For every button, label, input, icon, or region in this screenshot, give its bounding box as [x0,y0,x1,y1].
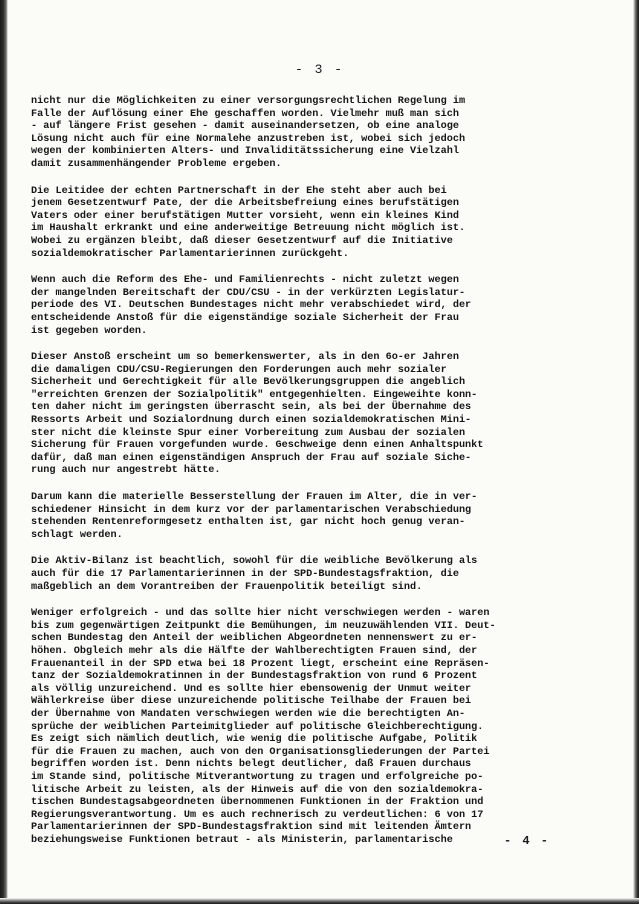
text-line: tanz der Sozialdemokratinnen in der Bundestagsfraktion von rund 6 Prozent [31,671,478,683]
paragraph-2 [31,186,577,262]
text-line: der mangelnden Bereitschaft der CDU/CSU - in der verkürzten Legislatur- [31,287,466,299]
text-line: schen Bundestag den Anteil der weiblichen Abgeordneten nennenswert zu er- [31,633,478,645]
text-line: Falle der Auflösung einer Ehe geschaffen worden. Vielmehr muß man sich [31,108,459,120]
next-page-indicator: - 4 - [504,834,551,848]
text-line: Lösung nicht auch für eine Normalehe anzustreben ist, wobei sich jedoch [31,133,466,145]
text-line: ist gegeben worden. [31,325,148,337]
text-line: - auf längere Frist gesehen - damit auseinandersetzen, ob eine analoge [31,121,459,133]
text-line: bis zum gegenwärtigen Zeitpunkt die Bemühungen, im neuzuwählenden VII. Deut- [31,620,496,632]
text-line: entscheidende Anstoß für die eigenständige soziale Sicherheit der Frau [31,312,459,324]
text-line: höhen. Obgleich mehr als die Hälfte der Wahlberechtigten Frauen sind, der [31,645,478,657]
text-line: im Haushalt erkrankt und eine anderweitige Betreuung nicht möglich ist. [31,223,466,235]
paragraph-7 [31,608,577,847]
text-line: Regierungsverantwortung. Um es auch rechnerisch zu verdeutlichen: 6 von 17 [31,809,484,821]
text-line: schiedener Hinsicht in dem kurz vor der parlamentarischen Verabschiedung [31,504,472,516]
text-line: Vaters oder einer berufstätigen Mutter vorsieht, wenn ein kleines Kind [31,210,459,222]
text-line: ten daher nicht im geringsten überrascht sein, als bei der Übernahme des [31,402,472,414]
text-line: Die Leitidee der echten Partnerschaft in der Ehe steht aber auch bei [31,185,447,197]
text-line: litische Arbeit zu leisten, als der Hinweis auf die von den sozialdemokra- [31,784,484,796]
text-line: Weniger erfolgreich - und das sollte hier nicht verschwiegen werden - waren [31,608,490,620]
text-line: damit zusammenhängender Probleme ergeben. [31,158,282,170]
text-line: die damaligen CDU/CSU-Regierungen den Forderungen auch mehr sozialer [31,364,447,376]
text-line: dafür, daß man einen eigenständigen Anspruch der Frau auf soziale Siche- [31,452,472,464]
text-line: maßgeblich an dem Vorantreiben der Frauenpolitik beteiligt sind. [31,581,423,593]
document-body [31,96,577,847]
text-line: begriffen worden ist. Denn nichts belegt deutlicher, daß Frauen durchaus [31,759,472,771]
text-line: der Übernahme von Mandaten verschwiegen werden wie die berechtigten An- [31,708,466,720]
text-line: Sicherung für Frauen vorgefunden wurde. Geschweige denn einen Anhaltspunkt [31,440,484,452]
text-line: tischen Bundestagsabgeordneten übernommenen Funktionen in der Fraktion und [31,797,484,809]
text-line: als völlig unzureichend. Und es sollte hier ebensowenig der Unmut weiter [31,683,472,695]
text-line: jenem Gesetzentwurf Pate, der die Arbeitsbefreiung eines berufstätigen [31,198,459,210]
text-line: rung auch nur angestrebt hätte. [31,465,221,477]
text-line: sprüche der weiblichen Parteimitglieder auf politische Gleichberechtigung. [31,721,484,733]
text-line: Es zeigt sich nämlich deutlich, wie wenig die politische Aufgabe, Politik [31,734,478,746]
text-line: Die Aktiv-Bilanz ist beachtlich, sowohl für die weibliche Bevölkerung als [31,556,478,568]
text-line: ster nicht die kleinste Spur einer Vorbereitung zum Ausbau der sozialen [31,427,466,439]
text-line: Parlamentarierinnen der SPD-Bundestagsfraktion sind mit leitenden Ämtern [31,822,472,834]
text-line: Wählerkreise über diese unzureichende politische Teilhabe der Frauen bei [31,696,472,708]
text-line: wegen der kombinierten Alters- und Invaliditätssicherung eine Vielzahl [31,146,459,158]
text-line: Dieser Anstoß erscheint um so bemerkenswerter, als in den 6o-er Jahren [31,352,459,364]
text-line: Ressorts Arbeit und Sozialordnung durch einen sozialdemokratischen Mini- [31,415,472,427]
text-line: beziehungsweise Funktionen betraut - als Ministerin, parlamentarische [31,834,453,846]
paragraph-1 [31,96,577,172]
scan-edge-bottom [0,898,639,904]
scan-edge-right [633,0,639,904]
text-line: für die Frauen zu machen, auch von den Organisationsgliederungen der Partei [31,746,490,758]
text-line: periode des VI. Deutschen Bundestages nicht mehr verabschiedet wird, der [31,300,472,312]
text-line: schlagt werden. [31,529,123,541]
text-line: Frauenanteil in der SPD etwa bei 18 Prozent liegt, erscheint eine Repräsen- [31,658,490,670]
text-line: Darum kann die materielle Besserstellung der Frauen im Alter, die in ver- [31,492,478,504]
paragraph-3 [31,275,577,338]
scan-edge-left [0,0,8,904]
text-line: Wobei zu ergänzen bleibt, daß dieser Gesetzentwurf auf die Initiative [31,235,453,247]
text-line: "erreichten Grenzen der Sozialpolitik" entgegenhielten. Eingeweihte konn- [31,389,478,401]
text-line: Wenn auch die Reform des Ehe- und Familienrechts - nicht zuletzt wegen [31,275,459,287]
text-line: nicht nur die Möglichkeiten zu einer versorgungsrechtlichen Regelung im [31,96,466,107]
text-line: im Stande sind, politische Mitverantwortung zu tragen und erfolgreiche po- [31,771,484,783]
paragraph-5 [31,492,577,542]
paragraph-6 [31,556,577,594]
text-line: stehenden Rentenreformgesetz enthalten ist, gar nicht hoch genug veran- [31,517,466,529]
text-line: auch für die 17 Parlamentarierinnen in der SPD-Bundestagsfraktion, die [31,569,459,580]
page-number-header: - 3 - [294,62,344,77]
text-line: Sicherheit und Gerechtigkeit für alle Bevölkerungsgruppen die angeblich [31,377,466,389]
paragraph-4 [31,352,577,478]
text-line: sozialdemokratischer Parlamentarierinnen zurückgeht. [31,248,349,260]
